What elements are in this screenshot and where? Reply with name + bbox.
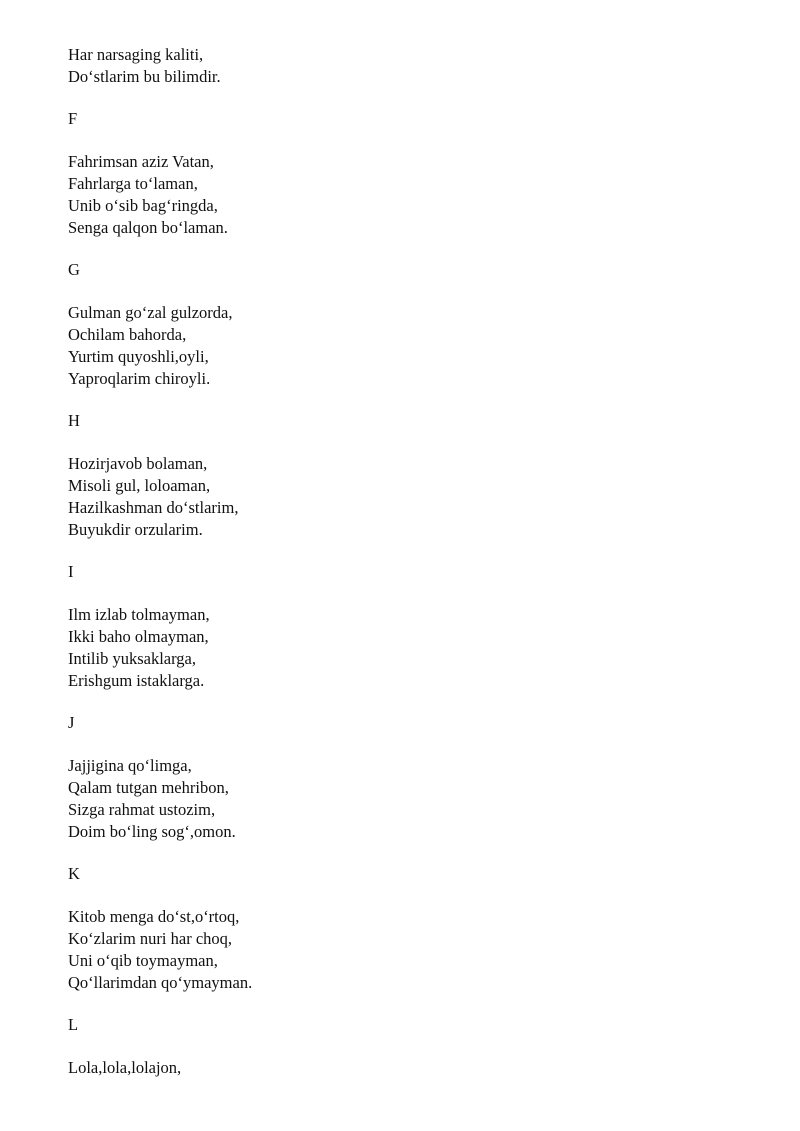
poem-line: Yurtim quyoshli,oyli, [68,347,209,366]
poem-line: Uni o‘qib toymayman, [68,951,218,970]
section-g [68,259,748,390]
section-letter: H [68,411,80,430]
poem-line: Kitob menga do‘st,o‘rtoq, [68,907,240,926]
poem-line: Do‘stlarim bu bilimdir. [68,67,221,86]
poem-line: Ikki baho olmayman, [68,627,209,646]
poem-line: Erishgum istaklarga. [68,671,205,690]
poem-line: Qalam tutgan mehribon, [68,778,229,797]
poem-line: Yaproqlarim chiroyli. [68,369,211,388]
poem-line: Sizga rahmat ustozim, [68,800,216,819]
poem-line: Buyukdir orzularim. [68,520,203,539]
poem-line: Jajjigina qo‘limga, [68,756,192,775]
section-k [68,863,748,994]
poem-line: Hozirjavob bolaman, [68,454,208,473]
poem-line: Gulman go‘zal gulzorda, [68,303,233,322]
section-letter: K [68,864,80,883]
section-letter: J [68,713,75,732]
opening-stanza [68,44,748,88]
section-f [68,108,748,239]
section-h [68,410,748,541]
poem-line: Unib o‘sib bag‘ringda, [68,196,218,215]
poem-line: Senga qalqon bo‘laman. [68,218,228,237]
section-l [68,1014,748,1079]
poem-line: Ochilam bahorda, [68,325,187,344]
poem-line: Ko‘zlarim nuri har choq, [68,929,233,948]
section-letter: G [68,260,80,279]
poem-line: Intilib yuksaklarga, [68,649,197,668]
document-page [68,44,748,1079]
poem-line: Doim bo‘ling sog‘,omon. [68,822,236,841]
section-letter: I [68,562,74,581]
poem-line: Fahrimsan aziz Vatan, [68,152,214,171]
poem-line: Hazilkashman do‘stlarim, [68,498,239,517]
section-j [68,712,748,843]
poem-line: Qo‘llarimdan qo‘ymayman. [68,973,253,992]
section-i [68,561,748,692]
poem-line: Fahrlarga to‘laman, [68,174,198,193]
section-letter: L [68,1015,79,1034]
section-letter: F [68,109,78,128]
poem-line: Ilm izlab tolmayman, [68,605,210,624]
poem-line: Lola,lola,lolajon, [68,1058,182,1077]
poem-line: Har narsaging kaliti, [68,45,204,64]
poem-line: Misoli gul, loloaman, [68,476,211,495]
